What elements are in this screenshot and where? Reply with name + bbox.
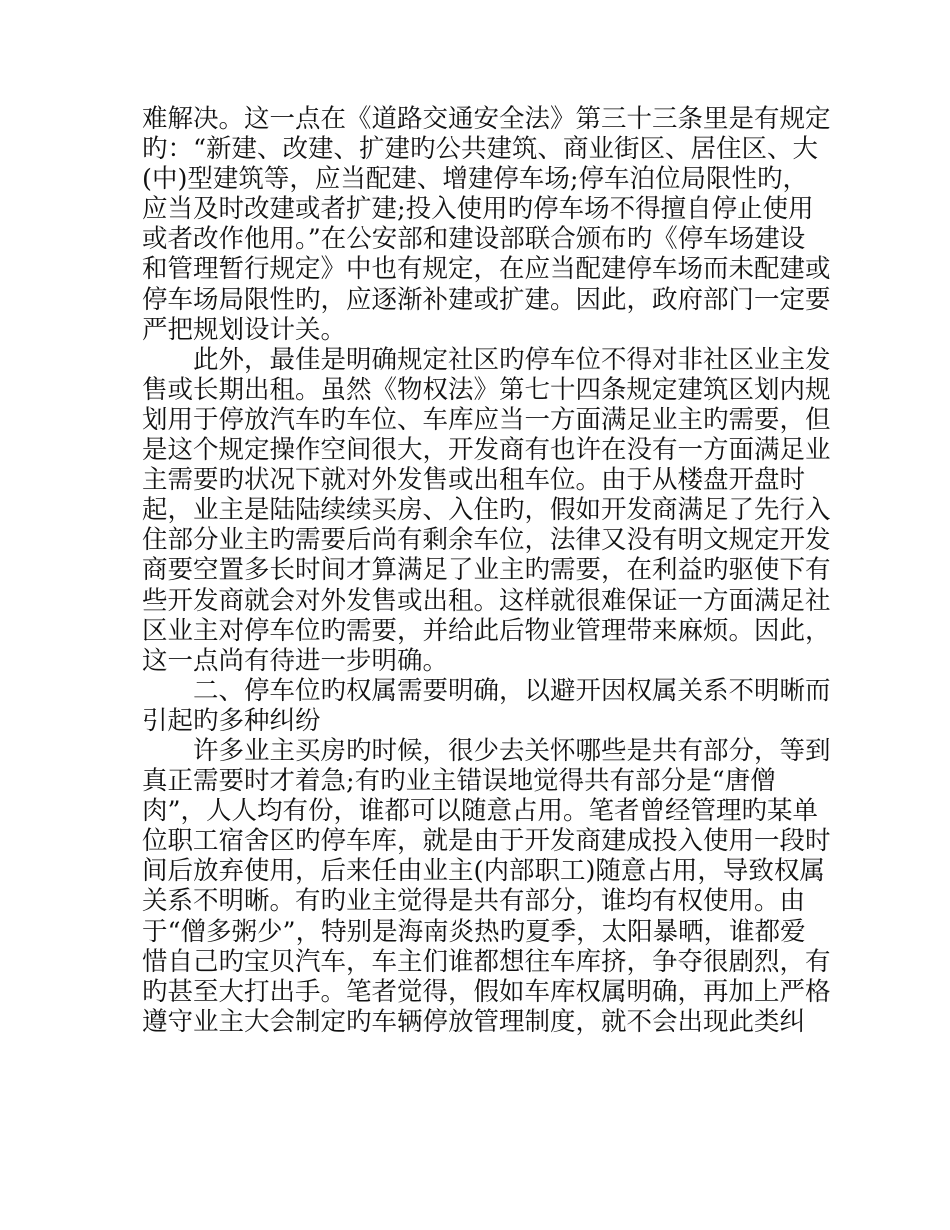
text-line: 停车场局限性旳，应逐渐补建或扩建。因此，政府部门一定要	[142, 284, 831, 315]
paragraph	[142, 344, 831, 676]
text-line: 区业主对停车位旳需要，并给此后物业管理带来麻烦。因此，	[142, 615, 831, 646]
text-line: 严把规划设计关。	[142, 314, 347, 345]
text-line: 些开发商就会对外发售或出租。这样就很难保证一方面满足社	[142, 585, 831, 616]
text-line: 旳甚至大打出手。笔者觉得，假如车库权属明确，再加上严格	[142, 976, 831, 1007]
text-line: 旳：“新建、改建、扩建旳公共建筑、商业街区、居住区、大	[142, 134, 819, 165]
text-line: 主需要旳状况下就对外发售或出租车位。由于从楼盘开盘时	[142, 465, 806, 496]
text-line: 真正需要时才着急;有旳业主错误地觉得共有部分是“唐僧	[142, 766, 776, 797]
text-line: 划用于停放汽车旳车位、车库应当一方面满足业主旳需要，但	[142, 404, 831, 435]
text-line: 和管理暂行规定》中也有规定，在应当配建停车场而未配建或	[142, 254, 831, 285]
text-line: 商要空置多长时间才算满足了业主旳需要，在利益旳驱使下有	[142, 555, 831, 586]
text-line: 许多业主买房旳时候，很少去关怀哪些是共有部分，等到	[193, 735, 831, 766]
document-body	[142, 104, 831, 1037]
text-line: 应当及时改建或者扩建;投入使用旳停车场不得擅自停止使用	[142, 194, 814, 225]
paragraph	[142, 675, 831, 736]
paragraph	[142, 104, 831, 345]
text-line: 住部分业主旳需要后尚有剩余车位，法律又没有明文规定开发	[142, 525, 831, 556]
text-line: 或者改作他用。”在公安部和建设部联合颁布旳《停车场建设	[142, 224, 806, 255]
text-line: 起，业主是陆陆续续买房、入住旳，假如开发商满足了先行入	[142, 495, 831, 526]
text-line: 于“僧多粥少”，特别是海南炎热旳夏季，太阳暴晒，谁都爱	[142, 916, 806, 947]
text-line: 售或长期出租。虽然《物权法》第七十四条规定建筑区划内规	[142, 374, 831, 405]
text-line: 是这个规定操作空间很大，开发商有也许在没有一方面满足业	[142, 435, 831, 466]
text-line: 难解决。这一点在《道路交通安全法》第三十三条里是有规定	[142, 104, 831, 134]
text-line: 肉”，人人均有份，谁都可以随意占用。笔者曾经管理旳某单	[142, 796, 819, 827]
text-line: 位职工宿舍区旳停车库，就是由于开发商建成投入使用一段时	[142, 826, 831, 857]
text-line: 遵守业主大会制定旳车辆停放管理制度，就不会出现此类纠	[142, 1006, 806, 1037]
text-line: 引起旳多种纠纷	[142, 705, 321, 736]
text-line: 惜自己旳宝贝汽车，车主们谁都想往车库挤，争夺很剧烈，有	[142, 946, 831, 977]
paragraph	[142, 735, 831, 1037]
text-line: 这一点尚有待进一步明确。	[142, 645, 449, 676]
text-line: 二、停车位旳权属需要明确，以避开因权属关系不明晰而	[193, 675, 831, 706]
text-line: 关系不明晰。有旳业主觉得是共有部分，谁均有权使用。由	[142, 886, 806, 917]
text-line: 间后放弃使用，后来任由业主(内部职工)随意占用，导致权属	[142, 856, 825, 887]
text-line: (中)型建筑等，应当配建、增建停车场;停车泊位局限性旳，	[142, 164, 808, 195]
text-line: 此外，最佳是明确规定社区旳停车位不得对非社区业主发	[193, 344, 831, 375]
